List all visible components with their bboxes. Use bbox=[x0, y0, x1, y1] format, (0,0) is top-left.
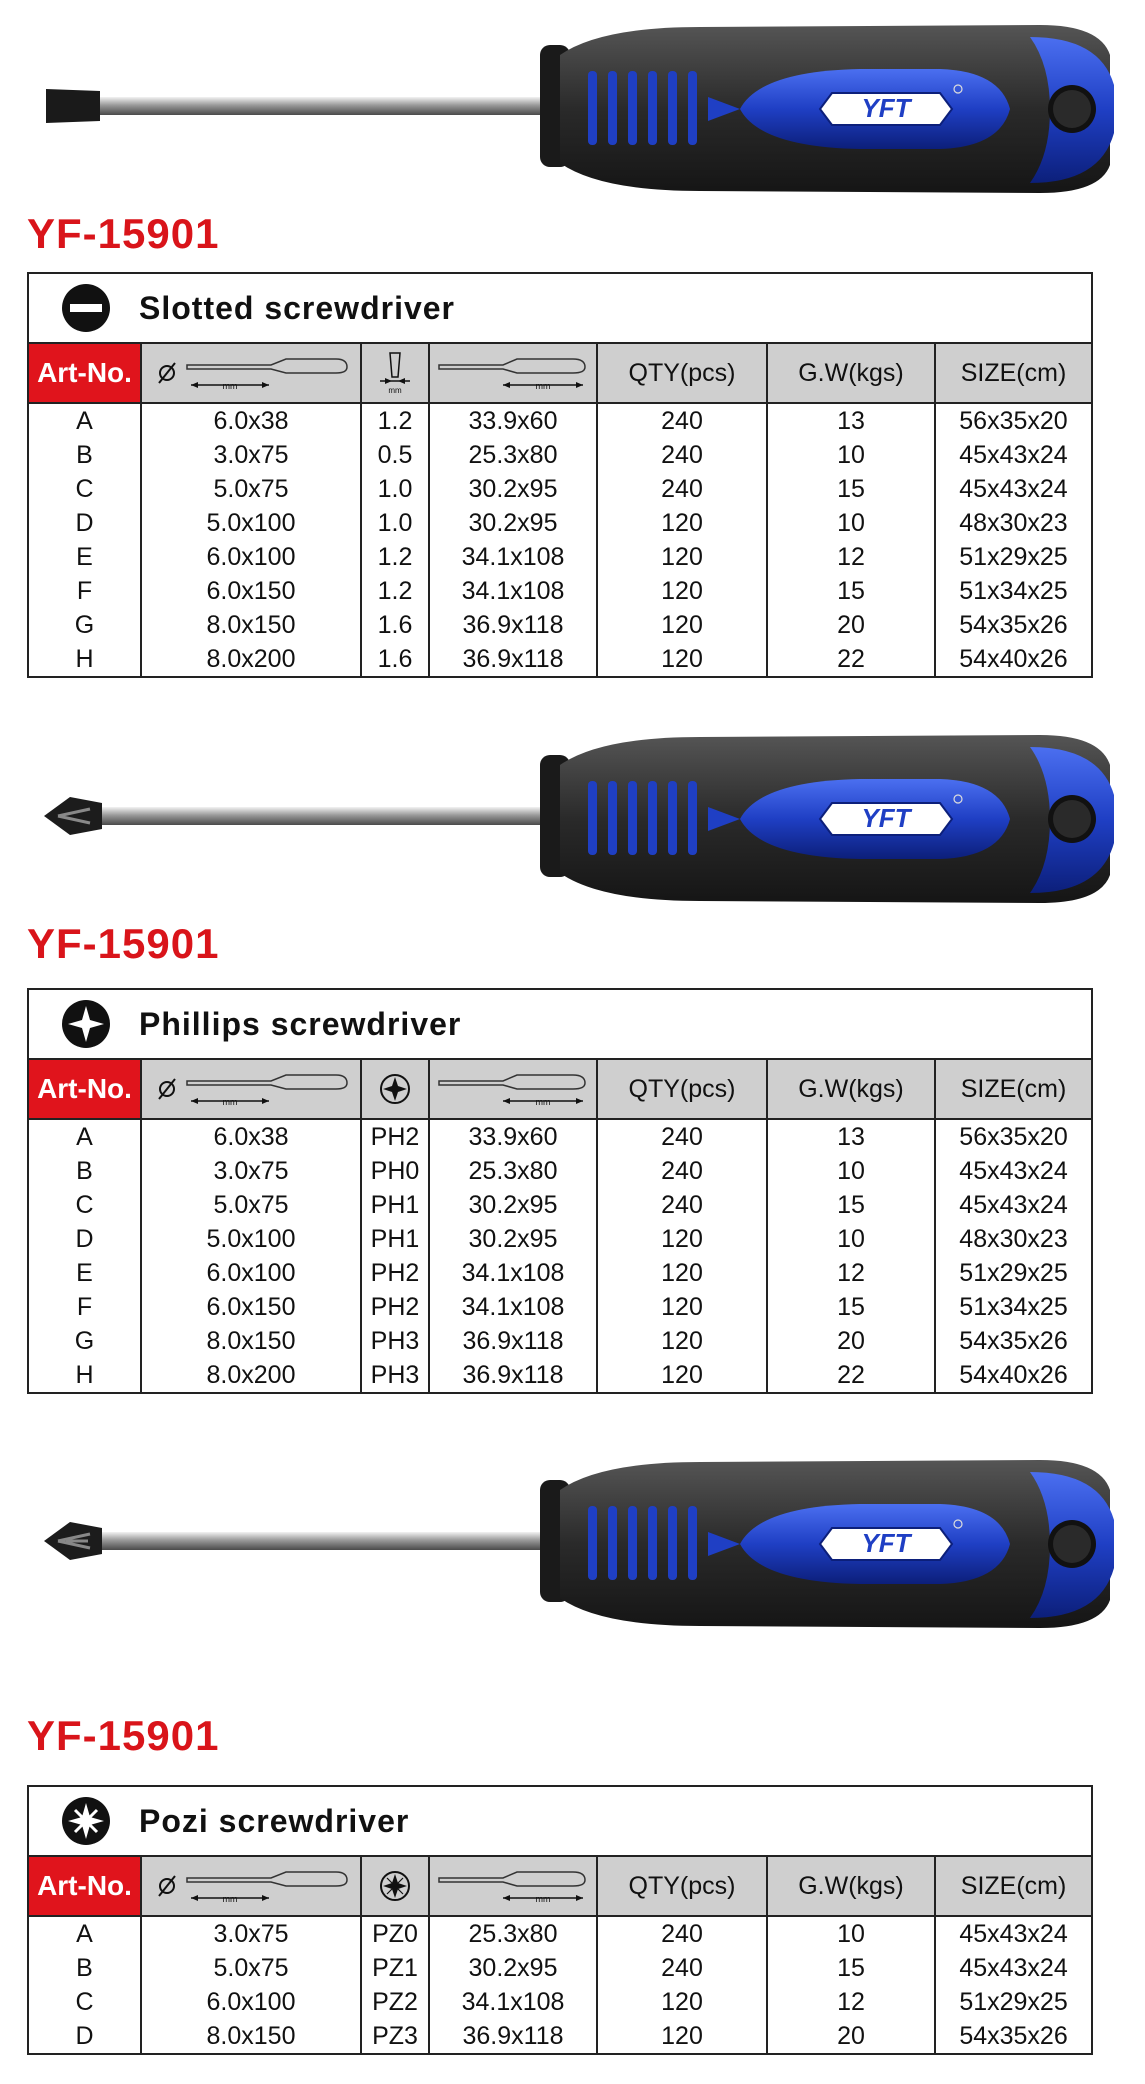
grip-slot bbox=[688, 71, 697, 145]
cell-shaft-length: 30.2x95 bbox=[429, 1951, 597, 1985]
table-row bbox=[28, 403, 1092, 438]
shaft bbox=[80, 97, 560, 115]
model-number: YF-15901 bbox=[27, 210, 220, 257]
cell-carton-size: 45x43x24 bbox=[935, 438, 1092, 472]
table-row bbox=[28, 438, 1092, 472]
grip-slot bbox=[608, 781, 617, 855]
mm-label: mm bbox=[222, 381, 238, 391]
cell-shaft-length: 30.2x95 bbox=[429, 1222, 597, 1256]
cell-diameter-length: 3.0x75 bbox=[141, 1916, 361, 1951]
cell-art-no: B bbox=[28, 1951, 141, 1985]
cell-shaft-length: 30.2x95 bbox=[429, 472, 597, 506]
cell-carton-size: 51x29x25 bbox=[935, 1985, 1092, 2019]
slotted-head-icon bbox=[61, 283, 111, 333]
blade-thickness-diagram bbox=[370, 351, 420, 395]
tip-type-diagram bbox=[370, 1067, 420, 1111]
grip-slot bbox=[588, 781, 597, 855]
cell-gross-weight: 13 bbox=[767, 403, 935, 438]
cell-tip-size: 1.6 bbox=[361, 642, 429, 677]
header-shaft-length bbox=[429, 1059, 597, 1119]
grip-slot bbox=[628, 1506, 637, 1580]
cell-diameter-length: 3.0x75 bbox=[141, 1154, 361, 1188]
brand-logo-text: YFT bbox=[861, 1528, 911, 1558]
header-qty: QTY(pcs) bbox=[597, 1856, 767, 1916]
cell-shaft-length: 34.1x108 bbox=[429, 1256, 597, 1290]
mm-label: mm bbox=[535, 1894, 551, 1904]
cell-qty: 120 bbox=[597, 1324, 767, 1358]
header-diameter-length bbox=[141, 1059, 361, 1119]
screwdriver-image bbox=[40, 725, 1120, 915]
cell-shaft-length: 34.1x108 bbox=[429, 574, 597, 608]
cell-diameter-length: 8.0x200 bbox=[141, 642, 361, 677]
cell-tip-size: PH2 bbox=[361, 1119, 429, 1154]
cell-qty: 240 bbox=[597, 403, 767, 438]
cell-shaft-length: 25.3x80 bbox=[429, 1916, 597, 1951]
table-title: Pozi screwdriver bbox=[139, 1803, 410, 1839]
overall-length-diagram bbox=[433, 351, 593, 395]
cell-tip-size: PZ1 bbox=[361, 1951, 429, 1985]
slotted-tip bbox=[46, 89, 100, 123]
diameter-length-diagram bbox=[151, 1864, 351, 1908]
table-row bbox=[28, 1256, 1092, 1290]
header-shaft-length bbox=[429, 1856, 597, 1916]
header-art-no: Art-No. bbox=[28, 1856, 141, 1916]
cell-qty: 240 bbox=[597, 1951, 767, 1985]
cell-gross-weight: 15 bbox=[767, 1188, 935, 1222]
mm-label: mm bbox=[535, 381, 551, 391]
table-title-cell bbox=[28, 273, 1092, 343]
cell-qty: 120 bbox=[597, 1256, 767, 1290]
table-row bbox=[28, 642, 1092, 677]
cell-art-no: D bbox=[28, 2019, 141, 2054]
header-shaft-length bbox=[429, 343, 597, 403]
table-row bbox=[28, 1290, 1092, 1324]
cell-diameter-length: 5.0x75 bbox=[141, 472, 361, 506]
cell-diameter-length: 6.0x150 bbox=[141, 574, 361, 608]
table-row bbox=[28, 506, 1092, 540]
cell-art-no: C bbox=[28, 1188, 141, 1222]
cell-diameter-length: 8.0x200 bbox=[141, 1358, 361, 1393]
overall-length-diagram bbox=[433, 1067, 593, 1111]
cell-shaft-length: 25.3x80 bbox=[429, 438, 597, 472]
cell-carton-size: 51x34x25 bbox=[935, 574, 1092, 608]
grip-slot bbox=[668, 71, 677, 145]
header-qty: QTY(pcs) bbox=[597, 1059, 767, 1119]
cell-qty: 120 bbox=[597, 2019, 767, 2054]
cell-qty: 120 bbox=[597, 1290, 767, 1324]
cell-shaft-length: 34.1x108 bbox=[429, 1985, 597, 2019]
cell-tip-size: PH2 bbox=[361, 1290, 429, 1324]
cell-qty: 240 bbox=[597, 1154, 767, 1188]
cell-shaft-length: 34.1x108 bbox=[429, 540, 597, 574]
cell-carton-size: 48x30x23 bbox=[935, 506, 1092, 540]
cell-gross-weight: 15 bbox=[767, 472, 935, 506]
cell-diameter-length: 3.0x75 bbox=[141, 438, 361, 472]
grip-slot bbox=[688, 1506, 697, 1580]
shaft bbox=[80, 1532, 560, 1550]
table-row bbox=[28, 608, 1092, 642]
cell-qty: 120 bbox=[597, 608, 767, 642]
screwdriver-image bbox=[40, 1450, 1120, 1640]
cell-qty: 120 bbox=[597, 1985, 767, 2019]
cell-art-no: B bbox=[28, 438, 141, 472]
cell-carton-size: 54x35x26 bbox=[935, 1324, 1092, 1358]
table-row bbox=[28, 1985, 1092, 2019]
cell-tip-size: 0.5 bbox=[361, 438, 429, 472]
header-carton-size: SIZE(cm) bbox=[935, 1856, 1092, 1916]
grip-slot bbox=[628, 781, 637, 855]
cell-gross-weight: 15 bbox=[767, 574, 935, 608]
header-gross-weight: G.W(kgs) bbox=[767, 343, 935, 403]
cell-tip-size: 1.2 bbox=[361, 540, 429, 574]
table-row bbox=[28, 1951, 1092, 1985]
grip-slot bbox=[688, 781, 697, 855]
cell-art-no: E bbox=[28, 540, 141, 574]
cell-diameter-length: 5.0x75 bbox=[141, 1951, 361, 1985]
header-diameter-length bbox=[141, 343, 361, 403]
table-title-row bbox=[28, 989, 1092, 1059]
cell-diameter-length: 6.0x100 bbox=[141, 1985, 361, 2019]
grip-slot bbox=[608, 1506, 617, 1580]
cell-shaft-length: 33.9x60 bbox=[429, 1119, 597, 1154]
header-art-no: Art-No. bbox=[28, 343, 141, 403]
cell-shaft-length: 34.1x108 bbox=[429, 1290, 597, 1324]
cell-gross-weight: 15 bbox=[767, 1290, 935, 1324]
table-header-row bbox=[28, 1059, 1092, 1119]
cell-qty: 240 bbox=[597, 1188, 767, 1222]
cell-diameter-length: 8.0x150 bbox=[141, 2019, 361, 2054]
cell-art-no: D bbox=[28, 506, 141, 540]
cell-carton-size: 51x29x25 bbox=[935, 1256, 1092, 1290]
cell-shaft-length: 36.9x118 bbox=[429, 608, 597, 642]
table-title-cell bbox=[28, 989, 1092, 1059]
table-row bbox=[28, 1916, 1092, 1951]
cell-gross-weight: 12 bbox=[767, 540, 935, 574]
diameter-length-diagram bbox=[151, 351, 351, 395]
cell-gross-weight: 13 bbox=[767, 1119, 935, 1154]
cell-tip-size: PH1 bbox=[361, 1188, 429, 1222]
cell-tip-size: PZ0 bbox=[361, 1916, 429, 1951]
cell-diameter-length: 8.0x150 bbox=[141, 1324, 361, 1358]
table-row bbox=[28, 1154, 1092, 1188]
mm-label: mm bbox=[222, 1097, 238, 1107]
cell-art-no: C bbox=[28, 472, 141, 506]
cell-art-no: D bbox=[28, 1222, 141, 1256]
brand-logo-text: YFT bbox=[861, 803, 911, 833]
grip-slot bbox=[628, 71, 637, 145]
cell-diameter-length: 5.0x100 bbox=[141, 506, 361, 540]
cell-carton-size: 45x43x24 bbox=[935, 1154, 1092, 1188]
cell-diameter-length: 8.0x150 bbox=[141, 608, 361, 642]
cell-tip-size: PH0 bbox=[361, 1154, 429, 1188]
grip-slot bbox=[648, 71, 657, 145]
cell-carton-size: 45x43x24 bbox=[935, 1951, 1092, 1985]
cell-gross-weight: 10 bbox=[767, 1916, 935, 1951]
phillips-head-icon bbox=[61, 999, 111, 1049]
table-row bbox=[28, 2019, 1092, 2054]
cell-gross-weight: 12 bbox=[767, 1985, 935, 2019]
cell-carton-size: 45x43x24 bbox=[935, 472, 1092, 506]
cell-carton-size: 45x43x24 bbox=[935, 1188, 1092, 1222]
cell-art-no: F bbox=[28, 574, 141, 608]
cell-diameter-length: 6.0x100 bbox=[141, 1256, 361, 1290]
cell-gross-weight: 15 bbox=[767, 1951, 935, 1985]
mm-label: mm bbox=[535, 1097, 551, 1107]
header-diameter-length bbox=[141, 1856, 361, 1916]
tip-type-diagram bbox=[370, 1864, 420, 1908]
grip-slot bbox=[648, 781, 657, 855]
spec-table bbox=[27, 988, 1093, 1394]
cell-qty: 240 bbox=[597, 472, 767, 506]
header-qty: QTY(pcs) bbox=[597, 343, 767, 403]
table-title: Slotted screwdriver bbox=[139, 290, 455, 326]
table-title: Phillips screwdriver bbox=[139, 1006, 462, 1042]
table-row bbox=[28, 1222, 1092, 1256]
cell-carton-size: 45x43x24 bbox=[935, 1916, 1092, 1951]
cell-gross-weight: 12 bbox=[767, 1256, 935, 1290]
cell-diameter-length: 6.0x100 bbox=[141, 540, 361, 574]
cell-qty: 120 bbox=[597, 540, 767, 574]
cell-gross-weight: 22 bbox=[767, 1358, 935, 1393]
spec-table bbox=[27, 1785, 1093, 2055]
cell-qty: 120 bbox=[597, 506, 767, 540]
cell-carton-size: 48x30x23 bbox=[935, 1222, 1092, 1256]
cell-art-no: H bbox=[28, 642, 141, 677]
cell-carton-size: 56x35x20 bbox=[935, 1119, 1092, 1154]
cell-shaft-length: 25.3x80 bbox=[429, 1154, 597, 1188]
table-title-row bbox=[28, 273, 1092, 343]
table-row bbox=[28, 574, 1092, 608]
brand-logo-text: YFT bbox=[861, 93, 911, 123]
cell-shaft-length: 30.2x95 bbox=[429, 1188, 597, 1222]
table-row bbox=[28, 472, 1092, 506]
cell-tip-size: PH3 bbox=[361, 1358, 429, 1393]
table-title-cell bbox=[28, 1786, 1092, 1856]
cell-diameter-length: 6.0x38 bbox=[141, 1119, 361, 1154]
cell-tip-size: PZ3 bbox=[361, 2019, 429, 2054]
grip-slot bbox=[608, 71, 617, 145]
grip-slot bbox=[588, 1506, 597, 1580]
cell-art-no: C bbox=[28, 1985, 141, 2019]
diameter-length-diagram bbox=[151, 1067, 351, 1111]
cell-carton-size: 51x29x25 bbox=[935, 540, 1092, 574]
cell-gross-weight: 10 bbox=[767, 1154, 935, 1188]
cell-tip-size: PZ2 bbox=[361, 1985, 429, 2019]
cell-carton-size: 56x35x20 bbox=[935, 403, 1092, 438]
header-carton-size: SIZE(cm) bbox=[935, 343, 1092, 403]
cell-shaft-length: 36.9x118 bbox=[429, 642, 597, 677]
cell-carton-size: 51x34x25 bbox=[935, 1290, 1092, 1324]
cell-tip-size: 1.2 bbox=[361, 403, 429, 438]
cell-diameter-length: 5.0x75 bbox=[141, 1188, 361, 1222]
header-art-no: Art-No. bbox=[28, 1059, 141, 1119]
cell-gross-weight: 22 bbox=[767, 642, 935, 677]
cell-qty: 120 bbox=[597, 1358, 767, 1393]
cell-tip-size: PH1 bbox=[361, 1222, 429, 1256]
cell-diameter-length: 5.0x100 bbox=[141, 1222, 361, 1256]
cell-shaft-length: 36.9x118 bbox=[429, 1324, 597, 1358]
table-row bbox=[28, 1188, 1092, 1222]
cell-art-no: A bbox=[28, 1916, 141, 1951]
header-gross-weight: G.W(kgs) bbox=[767, 1856, 935, 1916]
spec-table bbox=[27, 272, 1093, 678]
cell-tip-size: 1.2 bbox=[361, 574, 429, 608]
phillips-tip bbox=[44, 797, 102, 835]
cell-gross-weight: 10 bbox=[767, 438, 935, 472]
cell-shaft-length: 36.9x118 bbox=[429, 1358, 597, 1393]
cell-gross-weight: 20 bbox=[767, 1324, 935, 1358]
cell-carton-size: 54x35x26 bbox=[935, 608, 1092, 642]
header-carton-size: SIZE(cm) bbox=[935, 1059, 1092, 1119]
cell-art-no: G bbox=[28, 608, 141, 642]
header-tip-size bbox=[361, 343, 429, 403]
cell-carton-size: 54x40x26 bbox=[935, 642, 1092, 677]
cell-qty: 120 bbox=[597, 574, 767, 608]
cell-gross-weight: 10 bbox=[767, 1222, 935, 1256]
cell-art-no: G bbox=[28, 1324, 141, 1358]
table-header-row bbox=[28, 343, 1092, 403]
cell-tip-size: 1.0 bbox=[361, 472, 429, 506]
cell-diameter-length: 6.0x38 bbox=[141, 403, 361, 438]
grip-slot bbox=[668, 1506, 677, 1580]
cell-tip-size: 1.0 bbox=[361, 506, 429, 540]
cell-tip-size: PH3 bbox=[361, 1324, 429, 1358]
screwdriver-image bbox=[40, 15, 1120, 205]
cell-carton-size: 54x35x26 bbox=[935, 2019, 1092, 2054]
model-number: YF-15901 bbox=[27, 920, 220, 967]
cell-gross-weight: 10 bbox=[767, 506, 935, 540]
header-tip-size bbox=[361, 1059, 429, 1119]
cell-art-no: A bbox=[28, 403, 141, 438]
cell-art-no: E bbox=[28, 1256, 141, 1290]
mm-label: mm bbox=[388, 386, 402, 395]
table-row bbox=[28, 1324, 1092, 1358]
cell-qty: 240 bbox=[597, 1119, 767, 1154]
cell-tip-size: PH2 bbox=[361, 1256, 429, 1290]
table-row bbox=[28, 1358, 1092, 1393]
model-number: YF-15901 bbox=[27, 1712, 220, 1759]
cell-qty: 240 bbox=[597, 1916, 767, 1951]
mm-label: mm bbox=[222, 1894, 238, 1904]
cell-shaft-length: 36.9x118 bbox=[429, 2019, 597, 2054]
cell-shaft-length: 33.9x60 bbox=[429, 403, 597, 438]
header-gross-weight: G.W(kgs) bbox=[767, 1059, 935, 1119]
grip-slot bbox=[648, 1506, 657, 1580]
cell-shaft-length: 30.2x95 bbox=[429, 506, 597, 540]
cell-gross-weight: 20 bbox=[767, 608, 935, 642]
cell-diameter-length: 6.0x150 bbox=[141, 1290, 361, 1324]
cell-art-no: B bbox=[28, 1154, 141, 1188]
header-tip-size bbox=[361, 1856, 429, 1916]
grip-slot bbox=[588, 71, 597, 145]
grip-slot bbox=[668, 781, 677, 855]
table-row bbox=[28, 540, 1092, 574]
table-header-row bbox=[28, 1856, 1092, 1916]
cell-tip-size: 1.6 bbox=[361, 608, 429, 642]
cell-qty: 240 bbox=[597, 438, 767, 472]
cell-art-no: H bbox=[28, 1358, 141, 1393]
table-title-row bbox=[28, 1786, 1092, 1856]
pozi-head-icon bbox=[61, 1796, 111, 1846]
overall-length-diagram bbox=[433, 1864, 593, 1908]
cell-art-no: A bbox=[28, 1119, 141, 1154]
cell-art-no: F bbox=[28, 1290, 141, 1324]
cell-qty: 120 bbox=[597, 1222, 767, 1256]
cell-gross-weight: 20 bbox=[767, 2019, 935, 2054]
table-row bbox=[28, 1119, 1092, 1154]
cell-carton-size: 54x40x26 bbox=[935, 1358, 1092, 1393]
shaft bbox=[80, 807, 560, 825]
cell-qty: 120 bbox=[597, 642, 767, 677]
